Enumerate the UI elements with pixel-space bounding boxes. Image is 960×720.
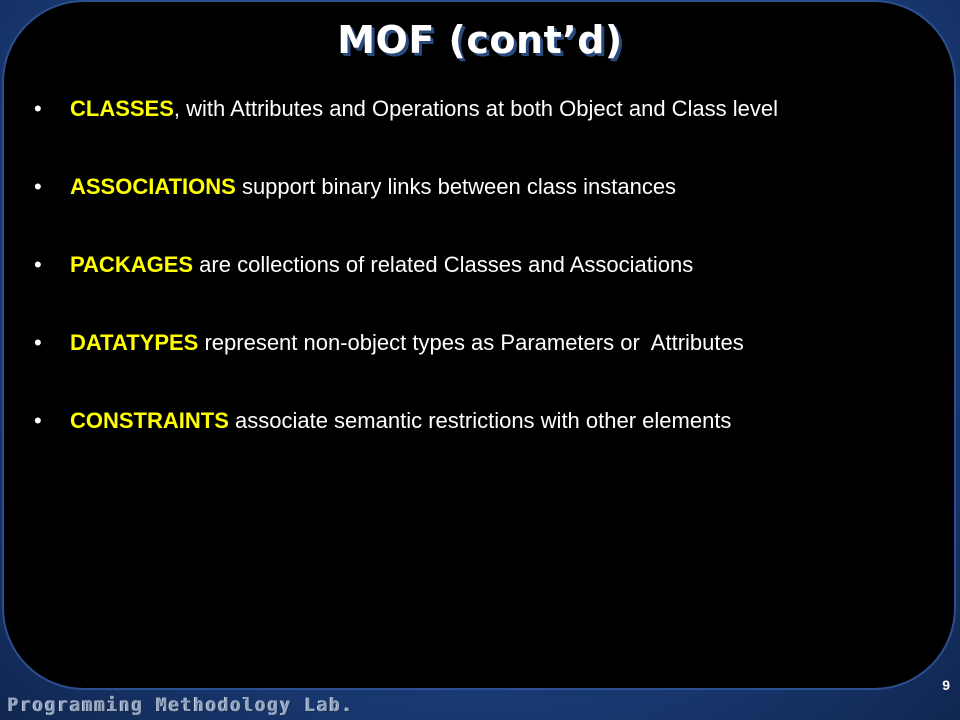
lab-name-footer: Programming Methodology Lab. — [8, 694, 355, 716]
slide-title: MOF (cont’d) — [337, 18, 623, 62]
bullet-text: associate semantic restrictions with other elements — [228, 408, 732, 433]
bullet-text: support binary links between class instances — [235, 174, 677, 199]
bullet-keyword: CONSTRAINTS — [70, 408, 229, 433]
bullet-dot: • — [34, 174, 42, 199]
page-number: 9 — [942, 677, 950, 693]
bullet-keyword: PACKAGES — [70, 252, 194, 277]
bullet-list — [34, 95, 924, 485]
bullet-item-datatypes — [34, 329, 924, 357]
bullet-keyword: DATATYPES — [70, 330, 199, 355]
bullet-item-classes — [34, 95, 924, 123]
bullet-item-packages — [34, 251, 924, 279]
bullet-dot: • — [34, 330, 42, 355]
bullet-text: are collections of related Classes and Associations — [193, 252, 694, 277]
bullet-keyword: ASSOCIATIONS — [70, 174, 236, 199]
bullet-dot: • — [34, 252, 42, 277]
bullet-dot: • — [34, 96, 42, 121]
bullet-dot: • — [34, 408, 42, 433]
bullet-text: , with Attributes and Operations at both Object and Class level — [173, 96, 779, 121]
bullet-item-associations — [34, 173, 924, 201]
bullet-item-constraints — [34, 407, 924, 435]
bullet-keyword: CLASSES — [70, 96, 174, 121]
bullet-text: represent non-object types as Parameters or Attributes — [198, 330, 744, 355]
